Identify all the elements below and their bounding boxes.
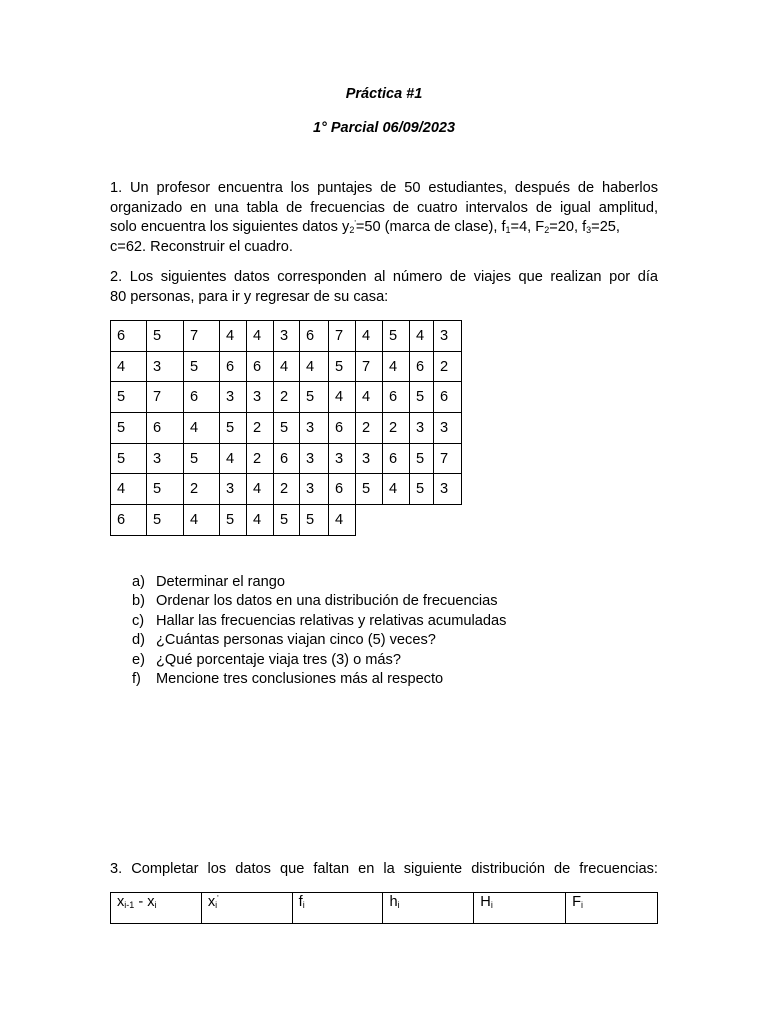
table-row: [111, 413, 462, 444]
header-interval: $x_{i-1} - x_i$: [111, 893, 202, 924]
data-cell: 2: [274, 382, 300, 413]
list-marker: b): [132, 593, 145, 610]
sub-F2: 2: [544, 225, 550, 236]
list-item-text: ¿Cuántas personas viajan cinco (5) veces?: [156, 632, 436, 649]
list-item-text: Mencione tres conclusiones más al respecto: [156, 671, 444, 688]
data-cell: 6: [274, 443, 300, 474]
data-cell: 5: [184, 443, 220, 474]
sub-f1: 1: [505, 225, 511, 236]
data-cell: 3: [274, 321, 300, 352]
data-cell: 4: [247, 474, 274, 505]
data-cell: 5: [410, 382, 434, 413]
problem-2: [110, 268, 658, 307]
problem-1-line-4: c=62. Reconstruir el cuadro.: [110, 238, 293, 255]
data-cell: 4: [247, 321, 274, 352]
list-marker: d): [132, 632, 145, 649]
problem-1-text-d: =20, f: [549, 219, 587, 236]
list-item-text: Hallar las frecuencias relativas y relativas acumuladas: [156, 612, 507, 629]
list-item: [132, 651, 506, 670]
data-cell: 7: [184, 321, 220, 352]
data-cell: 3: [434, 321, 462, 352]
data-cell: 3: [300, 474, 329, 505]
header-cum-frequency: $F_i$: [566, 893, 658, 924]
empty-cell: [383, 505, 410, 536]
problem-1-line-2: organizado en una tabla de frecuencias de cuatro intervalos de igual amplitud,: [110, 199, 658, 216]
data-cell: 4: [383, 474, 410, 505]
header-class-mark: $x_i'$: [201, 893, 292, 924]
data-cell: 3: [356, 443, 383, 474]
data-cell: 3: [220, 474, 247, 505]
data-cell: 5: [356, 474, 383, 505]
data-cell: 5: [274, 413, 300, 444]
data-cell: 6: [147, 413, 184, 444]
table-row: [111, 382, 462, 413]
table-row: [111, 505, 462, 536]
list-item-text: Ordenar los datos en una distribución de frecuencias: [156, 593, 498, 610]
data-cell: 4: [410, 321, 434, 352]
problem-1-line-3: [110, 218, 658, 238]
data-cell: 5: [220, 413, 247, 444]
list-item: [132, 573, 506, 592]
data-cell: 6: [300, 321, 329, 352]
problem-1-text-c: =4, F: [510, 219, 545, 236]
table-row: [111, 321, 462, 352]
data-cell: 3: [147, 443, 184, 474]
empty-cell: [410, 505, 434, 536]
sub-y2: 2: [349, 225, 355, 236]
problem-3-line-1: 3. Completar los datos que faltan en la siguiente distribución de frecuencias:: [110, 861, 658, 877]
data-cell: 5: [300, 382, 329, 413]
problem-3: [110, 860, 658, 880]
data-cell: 6: [329, 413, 356, 444]
empty-cell: [434, 505, 462, 536]
data-cell: 4: [383, 351, 410, 382]
data-cell: 6: [247, 351, 274, 382]
data-cell: 4: [356, 321, 383, 352]
data-cell: 2: [274, 474, 300, 505]
data-cell: 6: [383, 443, 410, 474]
table-row: [111, 351, 462, 382]
data-cell: 6: [111, 321, 147, 352]
data-cell: 6: [410, 351, 434, 382]
data-cell: 4: [220, 321, 247, 352]
data-cell: 7: [147, 382, 184, 413]
empty-cell: [356, 505, 383, 536]
data-cell: 6: [220, 351, 247, 382]
header-abs-frequency: $f_i$: [292, 893, 383, 924]
data-cell: 7: [356, 351, 383, 382]
data-cell: 5: [383, 321, 410, 352]
data-cell: 2: [247, 413, 274, 444]
problem-2-questions: [132, 573, 506, 689]
data-cell: 5: [111, 443, 147, 474]
data-cell: 4: [184, 505, 220, 536]
list-marker: e): [132, 651, 145, 668]
data-cell: 5: [184, 351, 220, 382]
data-cell: 3: [247, 382, 274, 413]
data-cell: 5: [410, 474, 434, 505]
data-cell: 3: [300, 443, 329, 474]
frequency-distribution-table: [110, 892, 658, 924]
data-cell: 5: [410, 443, 434, 474]
table-row: [111, 443, 462, 474]
data-cell: 2: [184, 474, 220, 505]
data-cell: 4: [111, 474, 147, 505]
list-item-text: Determinar el rango: [156, 574, 285, 590]
data-cell: 3: [410, 413, 434, 444]
list-marker: f): [132, 671, 141, 688]
data-cell: 6: [184, 382, 220, 413]
list-item: [132, 631, 506, 650]
data-cell: 6: [434, 382, 462, 413]
data-cell: 6: [329, 474, 356, 505]
data-cell: 2: [356, 413, 383, 444]
data-cell: 2: [434, 351, 462, 382]
list-item: [132, 612, 506, 631]
problem-2-line-2: 80 personas, para ir y regresar de su casa:: [110, 288, 389, 305]
data-cell: 4: [111, 351, 147, 382]
data-cell: 7: [329, 321, 356, 352]
data-cell: 3: [220, 382, 247, 413]
data-cell: 4: [356, 382, 383, 413]
data-cell: 5: [147, 505, 184, 536]
data-cell: 5: [147, 474, 184, 505]
data-cell: 5: [329, 351, 356, 382]
data-cell: 5: [111, 382, 147, 413]
problem-1-line-1: 1. Un profesor encuentra los puntajes de 50 estudiantes, después de haberlos: [110, 180, 658, 196]
data-cell: 5: [300, 505, 329, 536]
data-cell: 4: [247, 505, 274, 536]
data-cell: 5: [147, 321, 184, 352]
data-cell: 3: [434, 474, 462, 505]
data-cell: 5: [111, 413, 147, 444]
page-title: Práctica #1: [345, 86, 423, 102]
data-cell: 2: [247, 443, 274, 474]
list-item: [132, 592, 506, 611]
list-marker: a): [132, 574, 145, 590]
header-rel-frequency: $h_i$: [383, 893, 474, 924]
data-cell: 4: [329, 382, 356, 413]
data-cell: 3: [329, 443, 356, 474]
data-cell: 4: [220, 443, 247, 474]
data-cell: 5: [220, 505, 247, 536]
table-row: [111, 474, 462, 505]
data-cell: 3: [147, 351, 184, 382]
problem-1: [110, 179, 658, 257]
problem-1-text-a: solo encuentra los siguientes datos y: [110, 219, 350, 236]
data-cell: 7: [434, 443, 462, 474]
data-cell: 6: [111, 505, 147, 536]
data-cell: 6: [383, 382, 410, 413]
data-cell: 4: [300, 351, 329, 382]
problem-2-line-1: 2. Los siguientes datos corresponden al número de viajes que realizan por día: [110, 269, 658, 285]
data-cell: 5: [274, 505, 300, 536]
list-item-text: ¿Qué porcentaje viaja tres (3) o más?: [156, 651, 401, 668]
problem-1-text-e: =25,: [591, 219, 620, 236]
trips-data-table: [110, 320, 462, 536]
data-cell: 4: [329, 505, 356, 536]
sub-f3: 3: [586, 225, 592, 236]
header-cum-rel-frequency: $H_i$: [474, 893, 566, 924]
data-cell: 2: [383, 413, 410, 444]
problem-1-text-b: =50 (marca de clase), f: [355, 219, 506, 236]
data-cell: 4: [274, 351, 300, 382]
table-header-row: [111, 893, 658, 924]
list-marker: c): [132, 612, 145, 629]
data-cell: 3: [434, 413, 462, 444]
data-cell: 4: [184, 413, 220, 444]
data-cell: 3: [300, 413, 329, 444]
page-subtitle: 1° Parcial 06/09/2023: [312, 120, 456, 136]
prime-mark: ': [354, 219, 356, 229]
list-item: [132, 670, 506, 689]
